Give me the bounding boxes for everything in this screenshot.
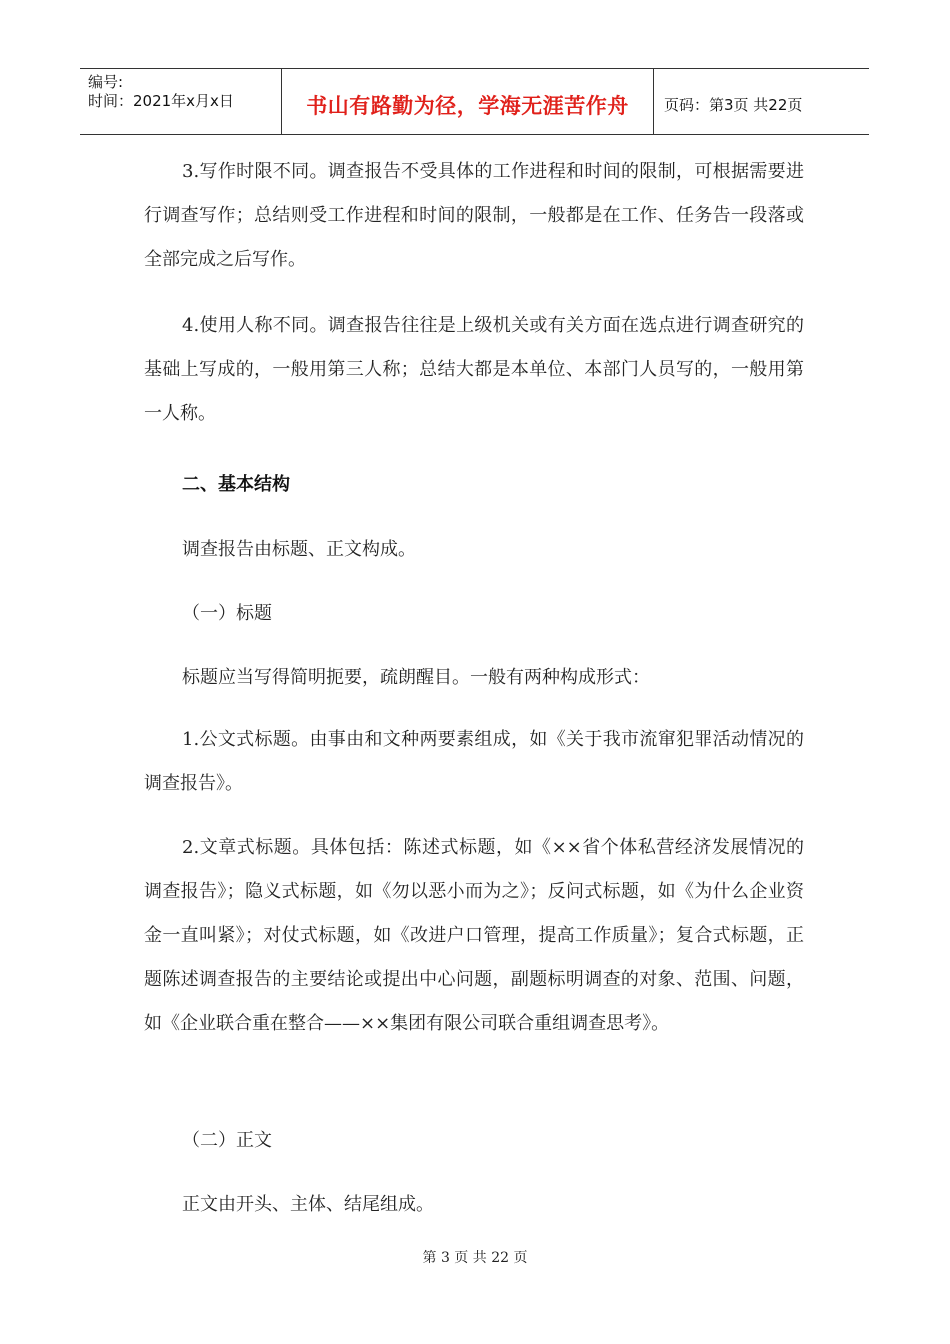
- paragraph-body-composition: 正文由开头、主体、结尾组成。: [182, 1194, 434, 1215]
- section-heading-basic-structure: 二、基本结构: [182, 474, 290, 495]
- header-motto-cell: [281, 69, 654, 134]
- paragraph-article-title: 2.文章式标题。具体包括：陈述式标题，如《××省个体私营经济发展情况的调查报告》；隐义式标题，如《勿以恶小而为之》；反问式标题，如《为什么企业资金一直叫紧》；对仗式标题，如《改进户口管理，提高工作质量》；复合式标题，正题陈述调查报告的主要结论或提出中心问题，副题标明调查的对象、范围、问题，如《企业联合重在整合——××集团有限公司联合重组调查思考》。: [144, 837, 804, 1034]
- header-meta: [80, 69, 281, 134]
- page-footer: 第 3 页 共 22 页: [422, 1250, 528, 1266]
- paragraph-official-title: 1.公文式标题。由事由和文种两要素组成，如《关于我市流窜犯罪活动情况的调查报告》。: [144, 729, 804, 794]
- document-date: 时间：2021年x月x日: [88, 92, 234, 110]
- paragraph-title-forms: 标题应当写得简明扼要，疏朗醒目。一般有两种构成形式：: [182, 667, 650, 688]
- document-number-label: 编号:: [88, 73, 124, 91]
- header-page-cell: [654, 69, 869, 134]
- subheading-title: （一）标题: [182, 603, 272, 624]
- page-header: [80, 68, 869, 135]
- header-motto: 书山有路勤为径，学海无涯苦作舟: [306, 93, 629, 118]
- subheading-body: （二）正文: [182, 1130, 272, 1151]
- paragraph-writing-time: 3.写作时限不同。调查报告不受具体的工作进程和时间的限制，可根据需要进行调查写作；总结则受工作进程和时间的限制，一般都是在工作、任务告一段落或全部完成之后写作。: [144, 161, 804, 270]
- header-page-info: 页码：第3页 共22页: [664, 96, 803, 114]
- paragraph-structure-intro: 调查报告由标题、正文构成。: [182, 539, 416, 560]
- paragraph-person-usage: 4.使用人称不同。调查报告往往是上级机关或有关方面在选点进行调查研究的基础上写成的，一般用第三人称；总结大都是本单位、本部门人员写的，一般用第一人称。: [144, 315, 804, 424]
